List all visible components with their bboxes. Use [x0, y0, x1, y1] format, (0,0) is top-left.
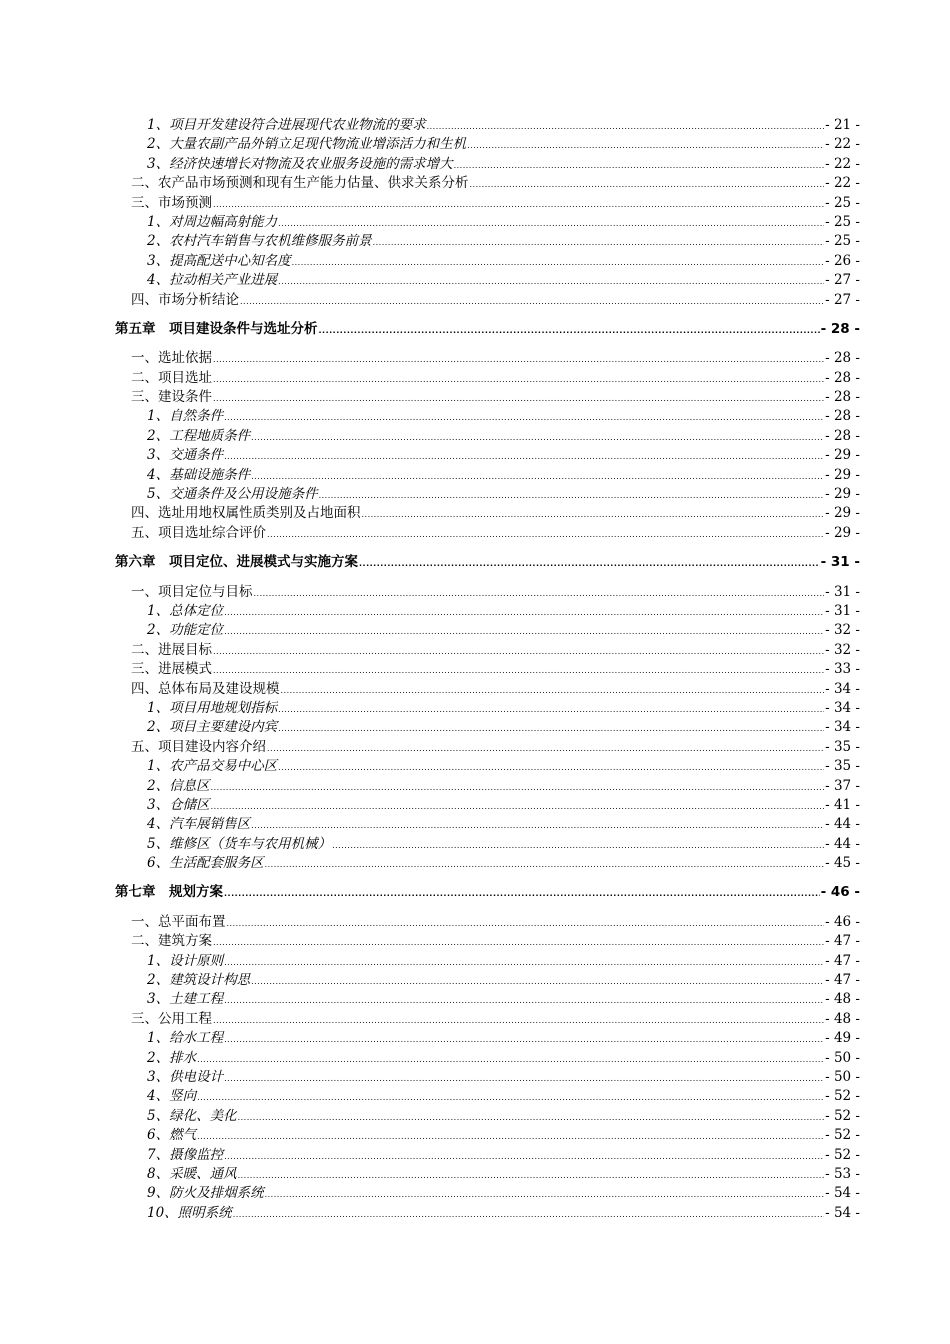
toc-page-number: - 27 - [825, 272, 860, 289]
toc-dot-leader [213, 932, 824, 952]
toc-dot-leader [292, 252, 825, 272]
toc-page-number: - 28 - [825, 408, 860, 425]
toc-section-entry[interactable] [115, 291, 860, 310]
toc-entry-title: 3、土建工程 [147, 991, 224, 1008]
toc-page-number: - 32 - [825, 622, 860, 639]
toc-subsection-entry[interactable] [115, 427, 860, 446]
toc-subsection-entry[interactable] [115, 602, 860, 621]
toc-page-number: - 25 - [825, 194, 860, 211]
toc-section-entry[interactable] [115, 932, 860, 951]
toc-dot-leader [213, 641, 824, 661]
toc-dot-leader [197, 1087, 824, 1107]
toc-dot-leader [233, 1204, 824, 1224]
toc-entry-title: 四、总体布局及建设规模 [131, 680, 280, 697]
toc-dot-leader [213, 388, 824, 408]
toc-page-number: - 31 - [825, 602, 860, 619]
toc-dot-leader [251, 427, 824, 447]
toc-dot-leader [224, 990, 824, 1010]
toc-page-number: - 46 - [820, 884, 860, 901]
toc-subsection-entry[interactable] [115, 485, 860, 504]
toc-page-number: - 44 - [825, 816, 860, 833]
toc-page-number: - 47 - [825, 972, 860, 989]
toc-entry-title: 5、交通条件及公用设施条件 [147, 486, 318, 503]
toc-entry-title: 1、给水工程 [147, 1030, 224, 1047]
toc-dot-leader [213, 660, 824, 680]
toc-dot-leader [454, 155, 825, 175]
toc-subsection-entry[interactable] [115, 252, 860, 271]
toc-entry-title: 7、摄像监控 [147, 1146, 224, 1163]
table-of-contents [115, 116, 860, 1223]
toc-entry-title: 二、进展目标 [131, 641, 212, 658]
toc-page-number: - 31 - [820, 554, 860, 571]
toc-page-number: - 26 - [825, 252, 860, 269]
toc-page-number: - 49 - [825, 1030, 860, 1047]
toc-section-entry[interactable] [115, 660, 860, 679]
toc-entry-title: 5、维修区（货车与农用机械） [147, 835, 332, 852]
toc-page-number: - 45 - [825, 855, 860, 872]
toc-dot-leader [197, 1049, 824, 1069]
toc-entry-title: 9、防火及排烟系统 [147, 1185, 264, 1202]
toc-page-number: - 28 - [825, 369, 860, 386]
toc-page-number: - 27 - [825, 291, 860, 308]
toc-dot-leader [238, 1165, 825, 1185]
toc-entry-title: 第七章 规划方案 [115, 884, 223, 901]
toc-subsection-entry[interactable] [115, 1049, 860, 1068]
toc-entry-title: 三、市场预测 [131, 194, 212, 211]
toc-dot-leader [224, 602, 824, 622]
toc-dot-leader [467, 135, 824, 155]
toc-dot-leader [319, 485, 825, 505]
toc-subsection-entry[interactable] [115, 232, 860, 251]
toc-dot-leader [213, 1010, 824, 1030]
toc-entry-title: 五、项目选址综合评价 [131, 524, 266, 541]
toc-dot-leader [251, 971, 824, 991]
toc-subsection-entry[interactable] [115, 621, 860, 640]
toc-entry-title: 4、拉动相关产业进展 [147, 272, 278, 289]
toc-entry-title: 一、项目定位与目标 [131, 583, 253, 600]
toc-entry-title: 2、功能定位 [147, 622, 224, 639]
toc-chapter-entry[interactable] [115, 320, 860, 339]
toc-dot-leader [427, 116, 825, 136]
toc-entry-title: 6、生活配套服务区 [147, 855, 264, 872]
toc-page-number: - 53 - [825, 1165, 860, 1182]
toc-subsection-entry[interactable] [115, 1107, 860, 1126]
toc-entry-title: 二、农产品市场预测和现有生产能力估量、供求关系分析 [131, 175, 469, 192]
toc-chapter-entry[interactable] [115, 883, 860, 902]
toc-dot-leader [211, 777, 825, 797]
toc-dot-leader [213, 194, 824, 214]
toc-dot-leader [227, 913, 825, 933]
toc-dot-leader [224, 1068, 824, 1088]
toc-dot-leader [319, 320, 820, 340]
toc-entry-title: 6、燃气 [147, 1127, 197, 1144]
toc-page-number: - 29 - [825, 524, 860, 541]
toc-subsection-entry[interactable] [115, 213, 860, 232]
toc-section-entry[interactable] [115, 913, 860, 932]
toc-page-number: - 34 - [825, 719, 860, 736]
toc-section-entry[interactable] [115, 680, 860, 699]
toc-entry-title: 2、排水 [147, 1049, 197, 1066]
toc-dot-leader [224, 446, 824, 466]
toc-subsection-entry[interactable] [115, 990, 860, 1009]
toc-page-number: - 32 - [825, 641, 860, 658]
toc-section-entry[interactable] [115, 174, 860, 193]
toc-entry-title: 4、汽车展销售区 [147, 816, 251, 833]
toc-section-entry[interactable] [115, 369, 860, 388]
toc-section-entry[interactable] [115, 738, 860, 757]
toc-subsection-entry[interactable] [115, 835, 860, 854]
toc-entry-title: 五、项目建设内容介绍 [131, 738, 266, 755]
toc-page-number: - 50 - [825, 1068, 860, 1085]
toc-entry-title: 一、选址依据 [131, 350, 212, 367]
toc-page-number: - 52 - [825, 1146, 860, 1163]
toc-subsection-entry[interactable] [115, 466, 860, 485]
toc-entry-title: 四、选址用地权属性质类别及占地面积 [131, 505, 361, 522]
toc-subsection-entry[interactable] [115, 1204, 860, 1223]
toc-dot-leader [470, 174, 825, 194]
toc-entry-title: 1、项目开发建设符合进展现代农业物流的要求 [147, 117, 426, 133]
toc-entry-title: 1、农产品交易中心区 [147, 758, 278, 775]
toc-entry-title: 三、公用工程 [131, 1010, 212, 1027]
toc-section-entry[interactable] [115, 524, 860, 543]
toc-entry-title: 5、绿化、美化 [147, 1107, 237, 1124]
toc-page-number: - 41 - [825, 796, 860, 813]
toc-page-number: - 52 - [825, 1107, 860, 1124]
toc-dot-leader [251, 466, 824, 486]
toc-page-number: - 29 - [825, 466, 860, 483]
toc-subsection-entry[interactable] [115, 952, 860, 971]
toc-subsection-entry[interactable] [115, 1146, 860, 1165]
toc-dot-leader [224, 621, 824, 641]
toc-entry-title: 四、市场分析结论 [131, 291, 239, 308]
toc-entry-title: 2、工程地质条件 [147, 427, 251, 444]
toc-entry-title: 2、农村汽车销售与农机维修服务前景 [147, 233, 372, 250]
toc-page-number: - 34 - [825, 680, 860, 697]
toc-dot-leader [278, 271, 824, 291]
toc-dot-leader [373, 232, 825, 252]
toc-dot-leader [240, 291, 824, 311]
toc-page-number: - 54 - [825, 1204, 860, 1221]
toc-dot-leader [213, 369, 824, 389]
toc-dot-leader [224, 407, 824, 427]
toc-entry-title: 1、自然条件 [147, 408, 224, 425]
toc-section-entry[interactable] [115, 349, 860, 368]
toc-subsection-entry[interactable] [115, 815, 860, 834]
toc-entry-title: 第六章 项目定位、进展模式与实施方案 [115, 554, 358, 571]
toc-page-number: - 25 - [825, 233, 860, 250]
toc-page-number: - 22 - [825, 136, 860, 153]
toc-entry-title: 2、信息区 [147, 777, 210, 794]
toc-dot-leader [211, 796, 825, 816]
toc-entry-title: 三、进展模式 [131, 661, 212, 678]
toc-entry-title: 3、提高配送中心知名度 [147, 252, 291, 269]
toc-dot-leader [265, 854, 825, 874]
toc-page-number: - 21 - [825, 117, 860, 133]
toc-page-number: - 25 - [825, 213, 860, 230]
toc-page-number: - 47 - [825, 952, 860, 969]
toc-dot-leader [281, 680, 825, 700]
toc-subsection-entry[interactable] [115, 271, 860, 290]
toc-entry-title: 第五章 项目建设条件与选址分析 [115, 320, 318, 337]
toc-subsection-entry[interactable] [115, 407, 860, 426]
toc-dot-leader [251, 815, 824, 835]
toc-page-number: - 44 - [825, 835, 860, 852]
toc-entry-title: 1、项目用地规划指标 [147, 699, 278, 716]
toc-entry-title: 4、竖向 [147, 1088, 197, 1105]
toc-dot-leader [267, 524, 824, 544]
toc-page-number: - 34 - [825, 699, 860, 716]
toc-subsection-entry[interactable] [115, 796, 860, 815]
toc-entry-title: 二、项目选址 [131, 369, 212, 386]
toc-section-entry[interactable] [115, 504, 860, 523]
toc-page-number: - 35 - [825, 758, 860, 775]
toc-subsection-entry[interactable] [115, 1068, 860, 1087]
toc-page-number: - 50 - [825, 1049, 860, 1066]
toc-dot-leader [278, 757, 824, 777]
toc-entry-title: 1、总体定位 [147, 602, 224, 619]
toc-page-number: - 35 - [825, 738, 860, 755]
toc-page-number: - 28 - [820, 320, 860, 337]
toc-page-number: - 52 - [825, 1127, 860, 1144]
toc-subsection-entry[interactable] [115, 971, 860, 990]
toc-page-number: - 47 - [825, 933, 860, 950]
toc-dot-leader [332, 835, 824, 855]
toc-dot-leader [265, 1184, 825, 1204]
toc-subsection-entry[interactable] [115, 1087, 860, 1106]
toc-subsection-entry[interactable] [115, 1184, 860, 1203]
toc-page-number: - 28 - [825, 350, 860, 367]
toc-section-entry[interactable] [115, 388, 860, 407]
toc-dot-leader [213, 349, 824, 369]
toc-dot-leader [278, 718, 824, 738]
toc-subsection-entry[interactable] [115, 757, 860, 776]
toc-entry-title: 一、总平面布置 [131, 913, 226, 930]
toc-entry-title: 10、照明系统 [147, 1204, 232, 1221]
toc-dot-leader [224, 1029, 824, 1049]
toc-page-number: - 33 - [825, 661, 860, 678]
toc-page-number: - 52 - [825, 1088, 860, 1105]
toc-entry-title: 2、建筑设计构思 [147, 972, 251, 989]
toc-dot-leader [267, 738, 824, 758]
toc-page-number: - 29 - [825, 486, 860, 503]
toc-page-number: - 37 - [825, 777, 860, 794]
toc-section-entry[interactable] [115, 641, 860, 660]
toc-page-number: - 31 - [825, 583, 860, 600]
toc-entry-title: 4、基础设施条件 [147, 466, 251, 483]
toc-page-number: - 48 - [825, 991, 860, 1008]
toc-entry-title: 3、供电设计 [147, 1068, 224, 1085]
toc-subsection-entry[interactable] [115, 777, 860, 796]
toc-subsection-entry[interactable] [115, 699, 860, 718]
toc-page-number: - 46 - [825, 913, 860, 930]
toc-page-number: - 29 - [825, 505, 860, 522]
toc-page-number: - 29 - [825, 447, 860, 464]
toc-page-number: - 22 - [825, 175, 860, 192]
toc-dot-leader [359, 553, 820, 573]
toc-dot-leader [278, 699, 824, 719]
toc-subsection-entry[interactable] [115, 1165, 860, 1184]
toc-subsection-entry[interactable] [115, 116, 860, 135]
toc-page-number: - 28 - [825, 389, 860, 406]
toc-entry-title: 1、设计原则 [147, 952, 224, 969]
toc-dot-leader [254, 583, 825, 603]
toc-entry-title: 三、建设条件 [131, 389, 212, 406]
toc-entry-title: 二、建筑方案 [131, 933, 212, 950]
toc-page-number: - 54 - [825, 1185, 860, 1202]
toc-subsection-entry[interactable] [115, 1126, 860, 1145]
toc-entry-title: 2、大量农副产品外销立足现代物流业增添活力和生机 [147, 136, 467, 153]
toc-section-entry[interactable] [115, 583, 860, 602]
toc-subsection-entry[interactable] [115, 155, 860, 174]
toc-entry-title: 3、仓储区 [147, 796, 210, 813]
toc-entry-title: 3、交通条件 [147, 447, 224, 464]
toc-subsection-entry[interactable] [115, 135, 860, 154]
toc-chapter-entry[interactable] [115, 553, 860, 572]
toc-subsection-entry[interactable] [115, 446, 860, 465]
toc-entry-title: 3、经济快速增长对物流及农业服务设施的需求增大 [147, 155, 453, 172]
toc-page-number: - 48 - [825, 1010, 860, 1027]
toc-dot-leader [197, 1126, 824, 1146]
toc-dot-leader [224, 952, 824, 972]
toc-page-number: - 28 - [825, 427, 860, 444]
toc-dot-leader [224, 1146, 824, 1166]
toc-dot-leader [224, 883, 820, 903]
toc-subsection-entry[interactable] [115, 854, 860, 873]
toc-entry-title: 1、对周边幅高射能力 [147, 213, 278, 230]
toc-subsection-entry[interactable] [115, 1029, 860, 1048]
toc-page-number: - 22 - [825, 155, 860, 172]
toc-subsection-entry[interactable] [115, 718, 860, 737]
toc-section-entry[interactable] [115, 194, 860, 213]
toc-dot-leader [278, 213, 824, 233]
toc-dot-leader [362, 504, 825, 524]
toc-section-entry[interactable] [115, 1010, 860, 1029]
toc-dot-leader [238, 1107, 825, 1127]
toc-entry-title: 2、项目主要建设内宾 [147, 719, 278, 736]
toc-entry-title: 8、采暖、通风 [147, 1165, 237, 1182]
